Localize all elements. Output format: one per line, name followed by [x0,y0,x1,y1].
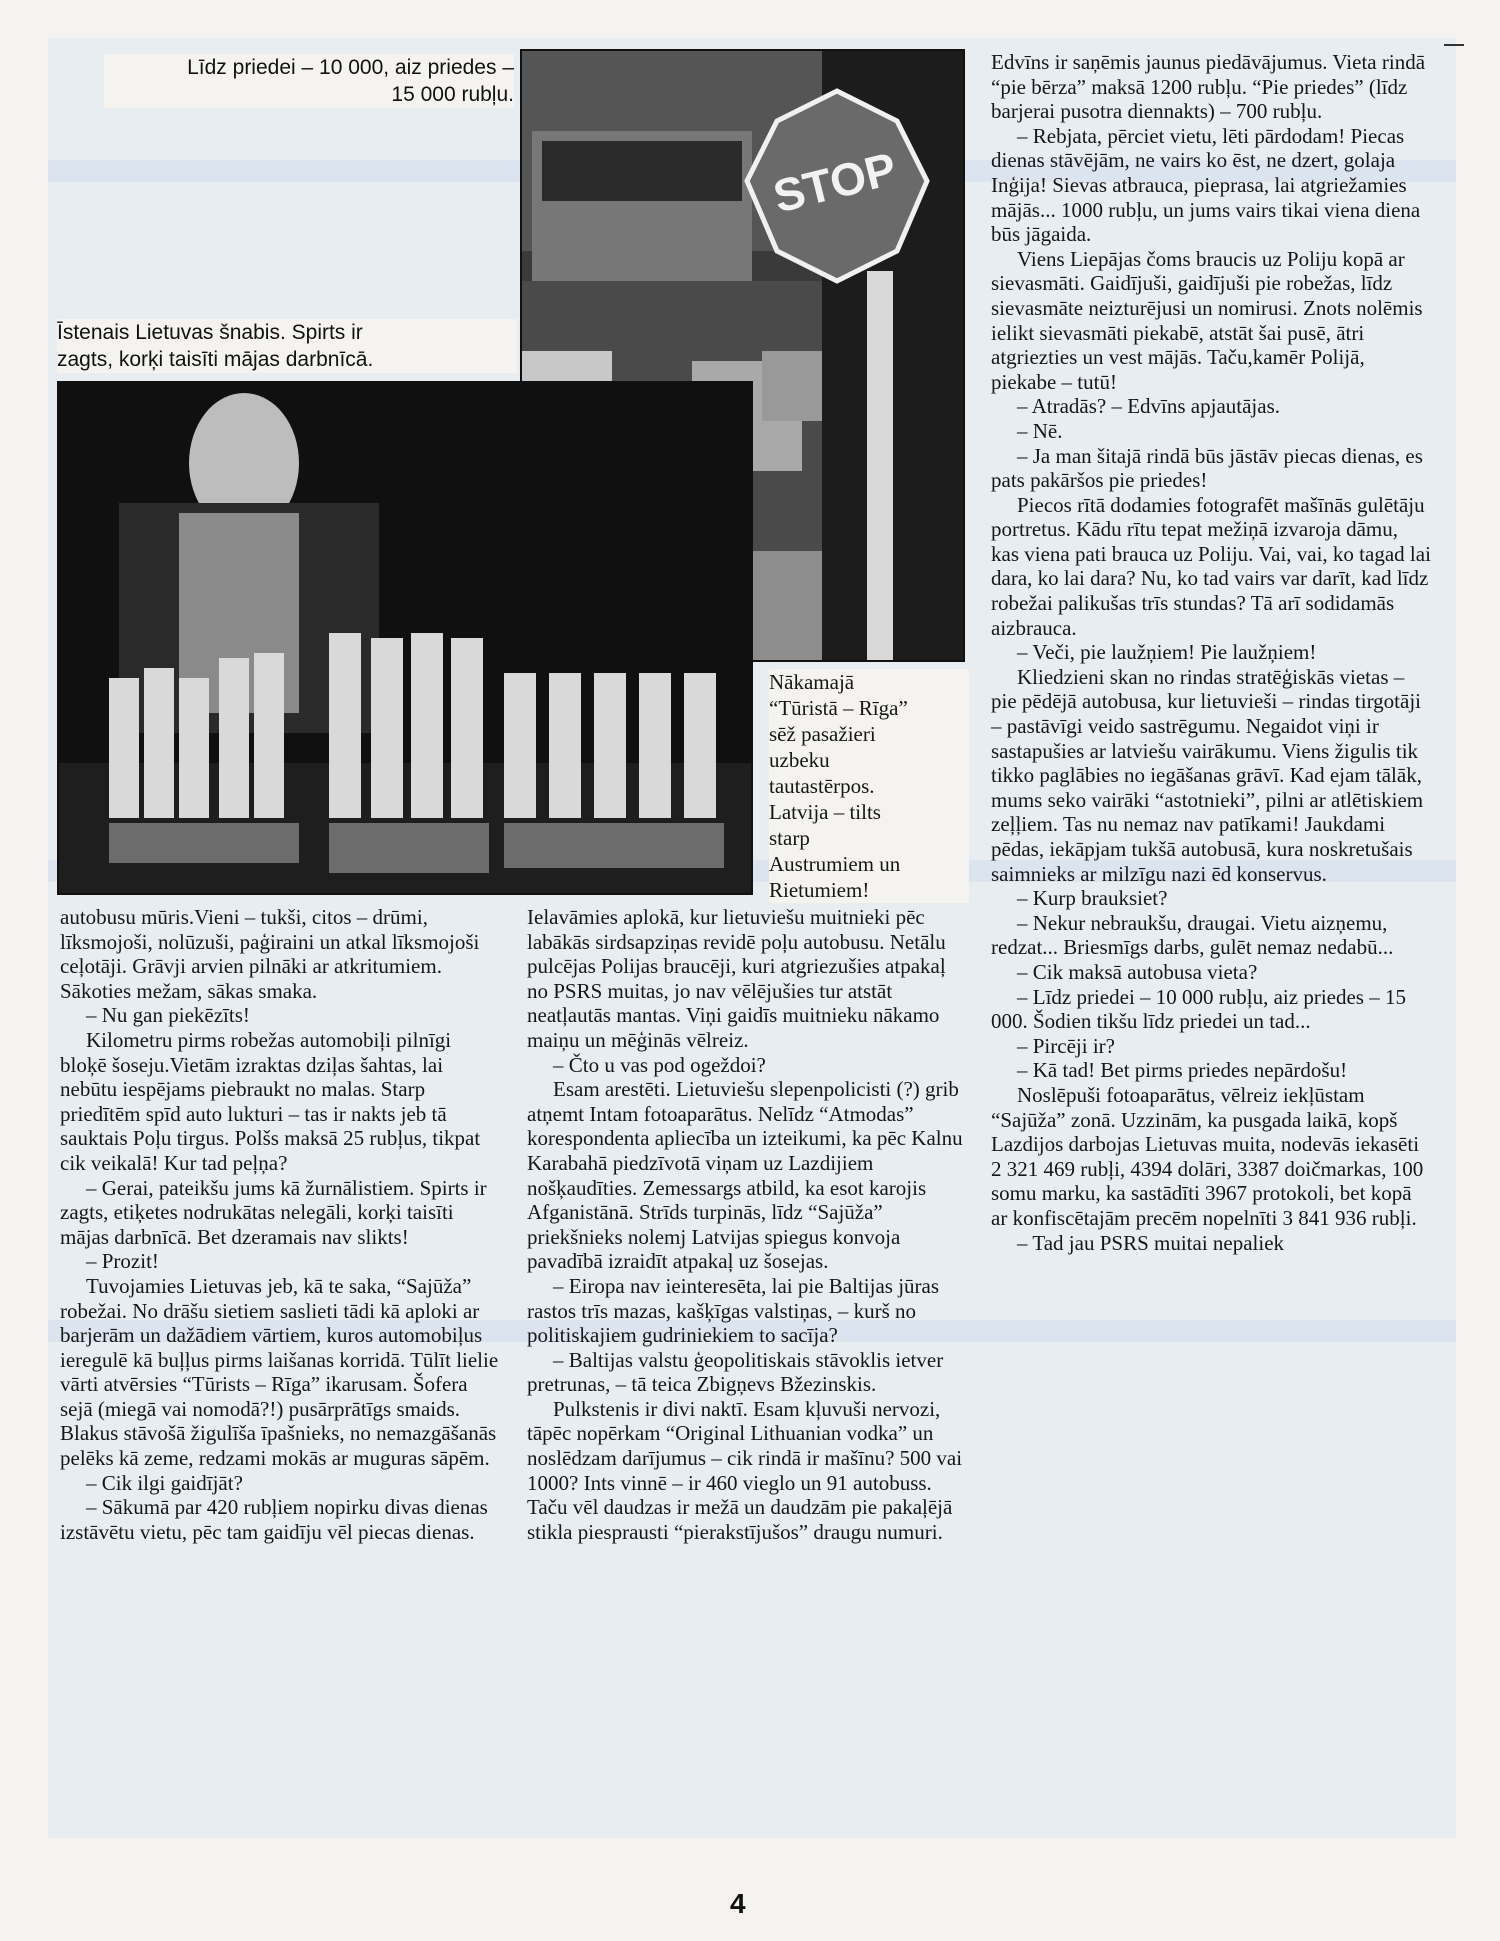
paragraph: – Kā tad! Bet pirms priedes nepārdošu! [1017,1058,1348,1083]
paragraph: – Veči, pie laužņiem! Pie laužņiem! [1017,640,1317,665]
page-number: 4 [730,1888,746,1919]
paragraph: Piecos rītā dodamies fotografēt mašīnās gulētāju portretus. Kādu rītu tepat mežiņā izvaroja dāmu, kas viena pati brauca uz Poliju. Vai, vai, ko tagad lai dara, ko lai dara? Nu, ko tad vairs var darīt, kad līdz robežai palikušas trīs stundas? Tā arī sodidamās aizbrauca. [991,492,1431,640]
article-column-left [60,905,500,1544]
paragraph: Esam arestēti. Lietuviešu slepenpolicisti (?) grib atņemt Intam fotoaparātus. Nelīdz “Atmodas” korespondenta apliecība un izteikumi, ka pēc Kalnu Karabahā piedzīvotā viņam uz Lazdijiem nošķaudīties. Zemessargs atbild, ka esot karojis Afganistānā. Strīds turpinās, līdz “Sajūža” priekšnieks nolemj Latvijas spiegus konvoja pavadībā izraidīt atpakaļ uz šosejas. [527,1077,963,1274]
paragraph: – Līdz priedei – 10 000 rubļu, aiz priedes – 15 000. Šodien tikšu līdz priedei un tad... [991,984,1406,1034]
paragraph: – Ja man šitajā rindā būs jāstāv piecas dienas, es pats pakāršos pie priedes! [991,443,1423,493]
paragraph: – Kurp brauksiet? [1017,886,1168,911]
paragraph: autobusu mūris.Vieni – tukši, citos – drūmi, līksmojoši, nolūzuši, paģiraini un atkal līksmojoši ceļotāji. Grāvji arvien pilnāki ar atkritumiem. Sākoties mežam, sākas smaka. [60,905,480,1003]
article-column-middle [527,905,967,1544]
paragraph: Viens Liepājas čoms braucis uz Poliju kopā ar sievasmāti. Gaidījuši, gaidījuši pie robežas, līdz sievasmāte neizturējusi un nomirusi. Znots nolēmis ielikt sievasmāti piekabē, atstāt šai pusē, ātri atgriezties un vest mājās. Taču,kamēr Polijā, piekabe – tutū! [991,246,1423,394]
paragraph: Tuvojamies Lietuvas jeb, kā te saka, “Sajūža” robežai. No drāšu sietiem saslieti tādi kā aploki ar barjerām un dažādiem vārtiem, kuros automobiļus ieregulē kā buļļus pirms laišanas korridā. Tūlīt lielie vārti atvērsies “Tūrists – Rīga” ikarusam. Šofera sejā (miegā vai nomodā?!) pusārprātīgs smaids. Blakus stāvošā žigulīša īpašnieks, no nemazgāšanās pelēks kā zeme, redzami mokās ar muguras sāpēm. [60,1273,499,1471]
paragraph: – Nē. [1017,418,1063,443]
paragraph: – Pircēji ir? [1017,1033,1115,1058]
paragraph: Kliedzieni skan no rindas stratēģiskās vietas – pie pēdējā autobusa, kur lietuvieši – rindas tirgotāji – pastāvīgi veido sastrēgumu. Negaidot viņi ir sastapušies ar latviešu vairākumu. Viens žigulis tik tikko paglābies no iegāšanas grāvī. Kad ejam tālāk, mums seko vairāki “astotnieki”, pilni ar atlētiskiem zeļļiem. Tas nu nemaz nav patīkami! Jaukdami pēdas, iekāpjam tukšā autobusā, kura noskretušais saimnieks ar milzīgu nazi ēd konservus. [991,664,1424,886]
schnapps-caption: Īstenais Lietuvas šnabis. Spirts ir zagts, korķi taisīti mājas darbnīcā. [57,319,517,373]
paragraph: Ielavāmies aplokā, kur lietuviešu muitnieki pēc labākās sirdsapziņas revidē poļu autobusu. Netālu pulcējas Polijas braucēji, kuri atgriezušies atpakaļ no PSRS muitas, jo nav vēlējušies tur atstāt neatļautās mantas. Viņi gaidīs muitnieku nākamo maiņu un mēģinās vēlreiz. [527,905,946,1052]
paragraph: Noslēpuši fotoaparātus, vēlreiz iekļūstam “Sajūža” zonā. Uzzinām, ka pusgada laikā, kopš Lazdijos darbojas Lietuvas muita, nodevās iekasēti 2 321 469 rubļi, 4394 dolāri, 3387 doičmarkas, 100 somu marku, ka sastādīti 3967 protokoli, bet kopā ar konfiscētajām precēm nopelnīti 3 841 936 rubļi. [991,1082,1424,1230]
paragraph: – Čto u vas pod ogeždoi? [553,1052,766,1077]
paragraph: – Cik maksā autobusa vieta? [1017,959,1258,984]
paragraph: – Sākumā par 420 rubļiem nopirku divas dienas izstāvētu vietu, pēc tam gaidīju vēl piecas dienas. [60,1495,488,1544]
paragraph: – Rebjata, pērciet vietu, lēti pārdodam! Piecas dienas stāvējām, ne vairs ko ēst, ne dzert, golaja Inģija! Sievas atbrauca, pieprasa, lai atgriežamies mājās... 1000 rubļu, un jums vairs tikai viena diena būs jāgaida. [991,123,1421,247]
vodka-illustration [59,383,751,893]
paragraph: – Baltijas valstu ģeopolitiskais stāvoklis ietver pretrunas, – tā teica Zbigņevs Bžezinskis. [527,1347,944,1397]
paragraph: Kilometru pirms robežas automobiļi pilnīgi bloķē šoseju.Vietām izraktas dziļas šahtas, lai nebūtu iespējams piebraukt no malas. Starp priedītēm spīd auto lukturi – tas ir nakts jeb tā sauktais Poļu tirgus. Polšs maksā 25 rubļus, tikpat cik veikalā! Kur tad peļņa? [60,1027,481,1175]
paragraph: – Atradās? – Edvīns apjautājas. [1017,394,1281,419]
paragraph: Pulkstenis ir divi naktī. Esam kļuvuši nervozi, tāpēc nopērkam “Original Lithuanian vodka” un noslēdzam darījumus – cik rindā ir mašīnu? 500 vai 1000? Ints vinnē – ir 460 vieglo un 91 autobuss. Taču vēl daudzas ir mežā un daudzām pie pakaļējā stikla piesprausti “pierakstījušos” draugu numuri. [527,1396,963,1544]
paragraph: – Gerai, pateikšu jums kā žurnālistiem. Spirts ir zagts, etiķetes nodrukātas nelegāli, korķi taisīti mājas darbnīcā. Bet dzeramais nav slikts! [60,1175,487,1249]
paragraph: – Nekur nebraukšu, draugai. Vietu aizņemu, redzat... Briesmīgs darbs, gulēt nemaz nedabū... [991,910,1394,960]
paragraph: – Eiropa nav ieinteresēta, lai pie Baltijas jūras rastos trīs mazas, kašķīgas valstiņas, – kurš no politiskajiem gudriniekiem to sacīja? [527,1273,940,1348]
price-caption: Līdz priedei – 10 000, aiz priedes – 15 000 rubļu. [104,54,514,108]
tourist-caption: Nākamajā “Tūristā – Rīga” sēž pasažieri uzbeku tautastērpos. Latvija – tilts starp Austrumiem un Rietumiem! [769,669,969,903]
paragraph: – Cik ilgi gaidījāt? [86,1470,243,1495]
corner-mark [1444,44,1464,46]
paragraph: Edvīns ir saņēmis jaunus piedāvājumus. Vieta rindā “pie bērza” maksā 1200 rubļu. “Pie priedes” (līdz barjerai pusotra diennakts) – 700 rubļu. [991,50,1426,124]
paragraph: – Prozit! [86,1249,159,1274]
paragraph: – Tad jau PSRS muitai nepaliek [1017,1230,1285,1255]
paragraph: – Nu gan piekēzīts! [86,1003,250,1028]
stop-sign-label: STOP [768,141,902,223]
vodka-photo [57,381,753,895]
article-column-right [991,50,1431,1255]
